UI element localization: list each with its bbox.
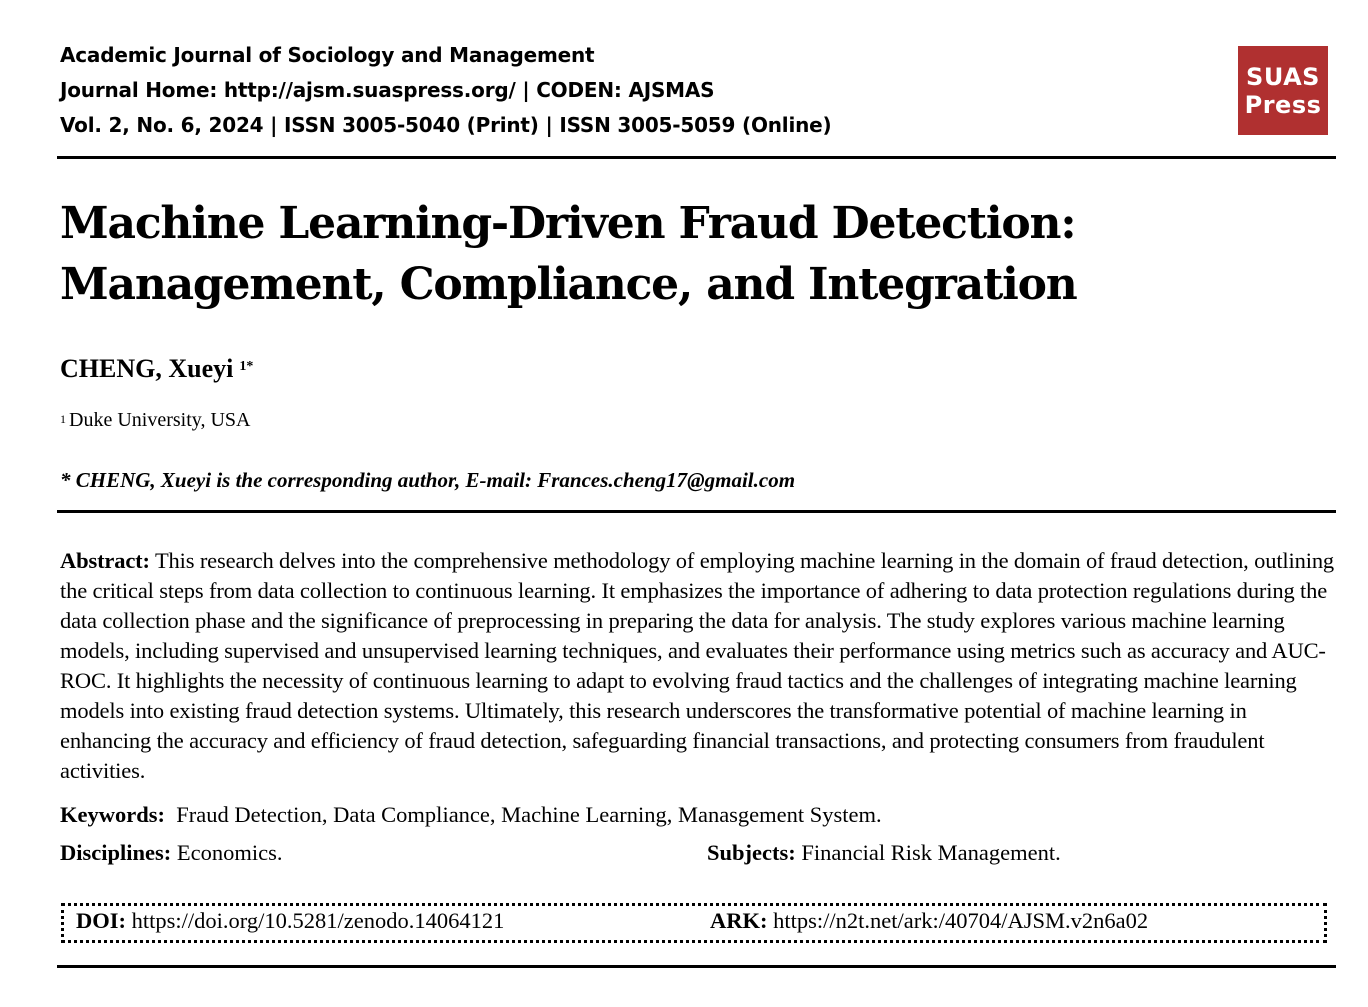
doi-link[interactable]: https://doi.org/10.5281/zenodo.14064121 xyxy=(131,908,505,933)
ark-line xyxy=(710,906,1148,936)
journal-name: Academic Journal of Sociology and Management xyxy=(60,43,595,67)
abstract-text: This research delves into the comprehensive methodology of employing machine learning in the domain of fraud detection, outlining the critical steps from data collection to continuous learning. It emphasizes the importance of adhering to data protection regulations during the data collection phase and the significance of preprocessing in preparing the data for analysis. The study explores various machine learning models, including supervised and unsupervised learning techniques, and evaluates their performance using metrics such as accuracy and AUC-ROC. It highlights the necessity of continuous learning to adapt to evolving fraud tactics and the challenges of integrating machine learning models into existing fraud detection systems. Ultimately, this research underscores the transformative potential of machine learning in enhancing the accuracy and efficiency of fraud detection, safeguarding financial transactions, and protecting consumers from fraudulent activities. xyxy=(60,548,1335,783)
subjects-label: Subjects: xyxy=(707,840,796,865)
logo-line-1: SUAS xyxy=(1246,62,1320,91)
author-line xyxy=(60,353,253,385)
doi-line xyxy=(76,906,504,936)
abstract-paragraph xyxy=(60,546,1335,786)
keywords-text: Fraud Detection, Data Compliance, Machine Learning, Manasgement System. xyxy=(176,802,882,827)
paper-title: Machine Learning-Driven Fraud Detection: Management, Compliance, and Integration xyxy=(60,198,1077,310)
journal-home-line: Journal Home: http://ajsm.suaspress.org/ | CODEN: AJSMAS xyxy=(60,78,715,102)
affiliation-line xyxy=(60,406,250,434)
subjects-text: Financial Risk Management. xyxy=(801,840,1061,865)
suas-press-logo xyxy=(1238,46,1328,135)
footer-divider xyxy=(57,965,1336,968)
affiliation-text: Duke University, USA xyxy=(69,409,251,431)
logo-line-2: Press xyxy=(1244,90,1322,119)
doi-label: DOI: xyxy=(76,908,126,933)
author-name: CHENG, Xueyi xyxy=(60,354,234,383)
disciplines-label: Disciplines: xyxy=(60,840,172,865)
keywords-label: Keywords: xyxy=(60,802,165,827)
subjects-line xyxy=(707,838,1061,868)
ark-link[interactable]: https://n2t.net/ark:/40704/AJSM.v2n6a02 xyxy=(773,908,1149,933)
journal-issue-line: Vol. 2, No. 6, 2024 | ISSN 3005-5040 (Print) | ISSN 3005-5059 (Online) xyxy=(60,113,832,137)
abstract-label: Abstract: xyxy=(60,548,150,573)
header-divider xyxy=(57,156,1336,159)
ark-label: ARK: xyxy=(710,908,768,933)
author-superscript: 1* xyxy=(239,359,254,374)
abstract-divider xyxy=(57,510,1336,513)
keywords-line xyxy=(60,800,882,830)
disciplines-text: Economics. xyxy=(176,840,283,865)
disciplines-line xyxy=(60,838,283,868)
affiliation-superscript: 1 xyxy=(60,412,66,426)
corresponding-author-note: * CHENG, Xueyi is the corresponding author, E-mail: Frances.cheng17@gmail.com xyxy=(60,468,796,492)
journal-header xyxy=(60,38,1060,143)
